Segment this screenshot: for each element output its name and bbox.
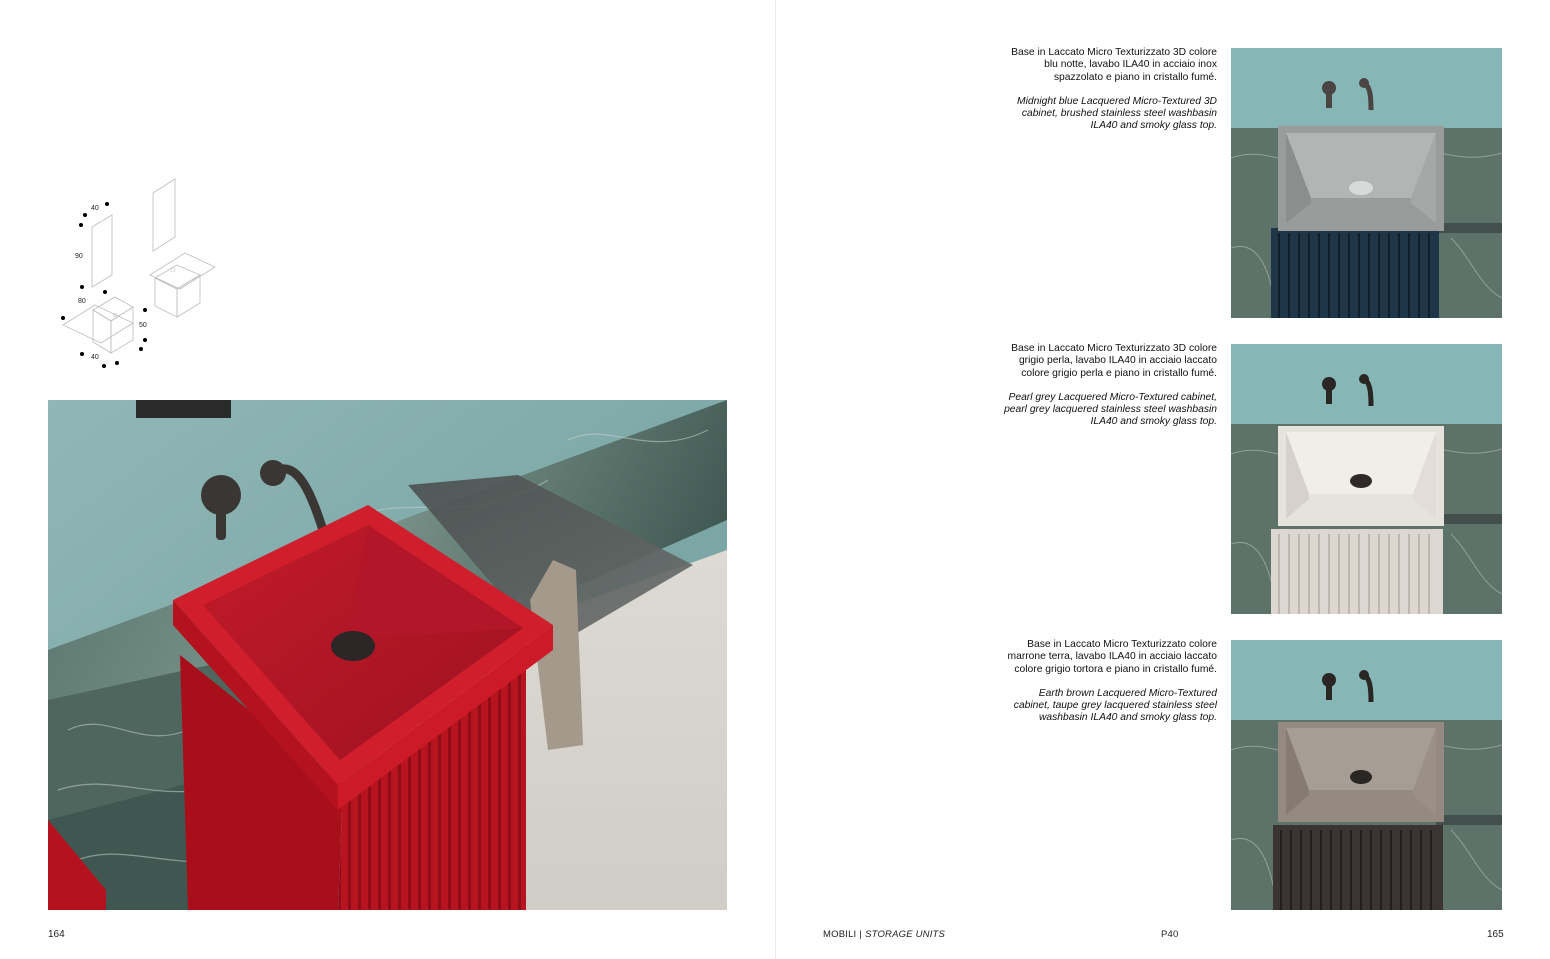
footer-section-it: MOBILI: [823, 929, 857, 940]
caption-english: Pearl grey Lacquered Micro-Textured cabinet, pearl grey lacquered stainless steel washbasin ILA40 and smoky glass top.: [1004, 391, 1217, 428]
product-caption-earth-brown: [1002, 639, 1217, 725]
basin-thumbnail: [1231, 344, 1502, 614]
dim-marker: [115, 361, 119, 365]
product-photo-pearl-grey: [1231, 344, 1502, 614]
dim-marker: [105, 202, 109, 206]
page-number-left: 164: [48, 929, 65, 940]
dim-cabinet-height: 50: [139, 322, 147, 329]
page-gutter: [775, 0, 776, 959]
dim-marker: [61, 316, 65, 320]
red-washbasin-illustration: [48, 400, 727, 910]
dimension-drawing: [55, 175, 230, 375]
product-caption-pearl-grey: [1002, 343, 1217, 429]
product-photo-midnight-blue: [1231, 48, 1502, 318]
basin-thumbnail: [1231, 640, 1502, 910]
dim-marker: [103, 290, 107, 294]
dim-height: 90: [75, 253, 83, 260]
dim-depth-top: 40: [91, 205, 99, 212]
footer-section-en: STORAGE UNITS: [865, 929, 946, 940]
dim-marker: [139, 347, 143, 351]
product-photo-earth-brown: [1231, 640, 1502, 910]
caption-english: Earth brown Lacquered Micro-Textured cabinet, taupe grey lacquered stainless steel washbasin ILA40 and smoky glass top.: [1013, 687, 1217, 724]
dim-width: 80: [78, 298, 86, 305]
dim-marker: [83, 213, 87, 217]
dim-marker: [80, 352, 84, 356]
footer-section: [823, 929, 945, 940]
dim-marker: [143, 308, 147, 312]
basin-thumbnail: [1231, 48, 1502, 318]
hero-photo-red-washbasin: [48, 400, 727, 910]
dim-marker: [79, 223, 83, 227]
dim-marker: [80, 285, 84, 289]
dimension-diagram: [55, 175, 230, 375]
footer-model: P40: [1161, 929, 1179, 940]
page-number-right: 165: [1487, 929, 1504, 940]
caption-english: Midnight blue Lacquered Micro-Textured 3D cabinet, brushed stainless steel washbasin ILA40 and smoky glass top.: [1017, 95, 1217, 132]
footer-separator: |: [859, 929, 863, 940]
dim-marker: [102, 364, 106, 368]
product-caption-midnight-blue: [1002, 47, 1217, 133]
caption-italian: Base in Laccato Micro Texturizzato 3D colore grigio perla, lavabo ILA40 in acciaio laccato colore grigio perla e piano in cristallo fumé.: [1011, 343, 1217, 379]
dim-marker: [143, 338, 147, 342]
caption-italian: Base in Laccato Micro Texturizzato colore marrone terra, lavabo ILA40 in acciaio laccato colore grigio tortora e piano in cristallo fumé.: [1007, 639, 1217, 675]
dim-depth-bottom: 40: [91, 354, 99, 361]
caption-italian: Base in Laccato Micro Texturizzato 3D colore blu notte, lavabo ILA40 in acciaio inox spazzolato e piano in cristallo fumé.: [1011, 47, 1217, 83]
